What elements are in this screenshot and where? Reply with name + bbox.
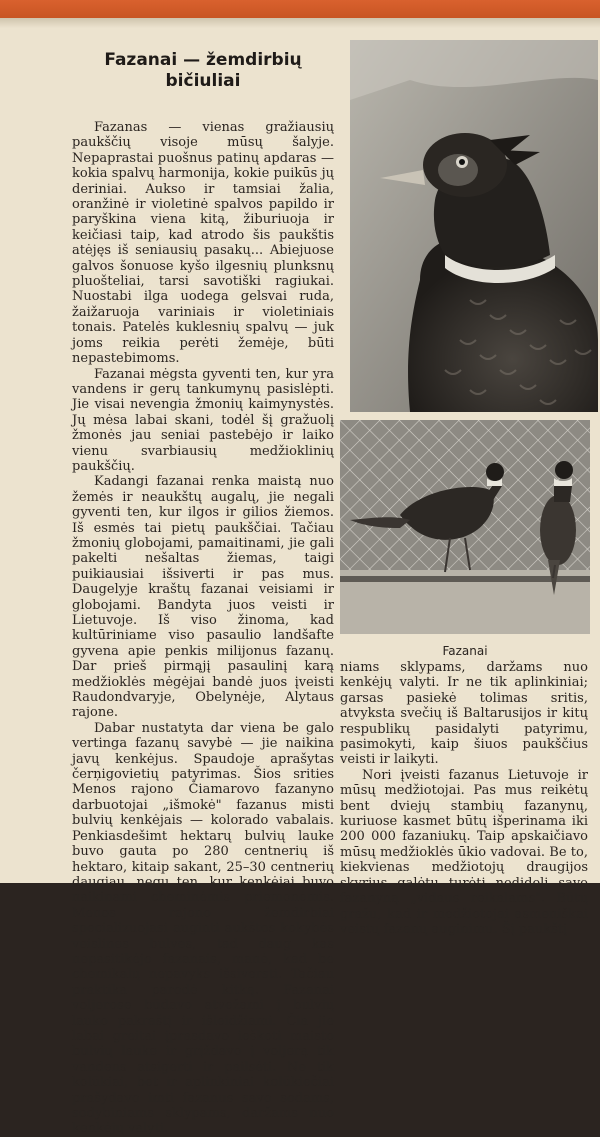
article-paragraph: Nori įveisti fazanus Lietuvoje ir mūsų medžiotojai. Pas mus reikėtų bent dviejų stambių fazanynų, kuriuose kasmet būtų išperinama iki 200 000 fazaniukų. Taip apskaičiavo mūsų medžioklės ūkio vadovai. Be to, kiekvienas medžiotojų draugijos skyrius galėtų turėti nedidelį savo fazanyną „vidaus reikalams". Būtų gražu, kad ir medžiotojai asmeniškai veistų fazanų auginimu. Šį paukštį xyxy=(340,767,588,937)
article-paragraph: Kadangi fazanai renka maistą nuo žemės ir neaukštų augalų, jie negali gyventi ten, kur ilgos ir gilios žiemos. Iš esmės tai pietų paukščiai. Tačiau žmonių globojami, pamaitinami, jie gali pakelti nešaltas žiemas, taigi puikiausiai išsiverti ir pas mus. Daugelyje kraštų fazanai veisiami ir globojami. Bandyta juos veisti ir Lietuvoje. Iš viso žinoma, kad kultūriniame viso pasaulio landšafte gyvena apie penkis milijonus fazanų. Dar prieš pirmąjį pasaulinį karą medžioklės mėgėjai bandė juos įveisti Raudondvaryje, Obelynėje, Alytaus rajone. xyxy=(72,474,334,721)
article-paragraph: Fazanas — vienas gražiausių paukščių visoje mūsų šalyje. Nepaprastai puošnus patinų apdaras — kokia spalvų harmonija, kokie puikūs jų deriniai. Aukso ir tamsiai žalia, oranžinė ir violetinė spalvos papildo ir paryškina viena kitą, žiburiuoja ir keičiasi taip, kad atrodo šis paukštis atėjęs iš seniausių pasakų... Abiejuose galvos šonuose kyšo ilgesnių plunksnų pluošteliai, tarsi savotiški ragiukai. Nuostabi ilga uodega gelsvai ruda, žaižaruoja variniais ir violetiniais tonais. Patelės kuklesnių spalvų — juk joms reikia perėti žemėje, būti nepastebimoms. xyxy=(72,120,334,367)
pheasant-portrait-photo xyxy=(350,40,598,412)
article-title: Fazanai — žemdirbių bičiuliai xyxy=(104,50,302,91)
article-column-right xyxy=(340,660,588,937)
two-pheasants-photo xyxy=(340,420,590,634)
photo-caption: Fazanai xyxy=(442,644,488,658)
article-column-left xyxy=(72,40,334,1137)
article-paragraph: niams sklypams, daržams nuo kenkėjų valyti. Ir ne tik aplinkiniai; garsas pasiekė tolimas sritis, atvyksta svečių iš Baltarusijos ir kitų respublikų pasidalyti patyrimu, pasimokyti, kaip šiuos paukščius veisti ir laikyti. xyxy=(340,660,588,768)
page-fold-shadow xyxy=(0,18,600,28)
article-paragraph: Dabar nustatyta dar viena be galo vertinga fazanų savybė — jie naikina javų kenkėjus. Spaudoje aprašytas čerņigovietių patyrimas. Šios srities Menos rajono Čiamarovo fazanyno darbuotojai „išmokė" fazanus misti bulvių kenkėjais — kolorado vabalais. Penkiasdešimt hektarų bulvių lauke buvo gauta po 280 centnerių iš hektaro, kitaip sakant, 25–30 centnerių daugiau, negu ten, kur kenkėjai buvo naikinami cheminėmis priemonėmis. Menos rajono žemdirbiai specializuojasi auginti aukštos kokybės veislines bulves, tad daug kas nepasitikėjo fazanais, manė, kad be chemikalų nepavyks išsiversti. Tačiau praktika parodė kitką. Fazanai voljerose būdavo atvežami į bulvių lauko pakraštį ir išleidžiami. Čia jie labai greitai įprasdavo ieškoti maisto bulvių lauke ir grįždavo į voljerą tik vandens atsigerti ir pailsėti. Ne tik kolūkiai, bet ir aplinkiniai kolūkiečiai prašydavo imti fazanus savo sodams, sodybiniams sklypams, daržams nuo kenkėjų valyti. xyxy=(72,720,334,1137)
cover-edge xyxy=(0,0,600,18)
article-paragraph: Fazanai mėgsta gyventi ten, kur yra vandens ir gerų tankumynų pasislėpti. Jie visai nevengia žmonių kaimynystės. Jų mėsa labai skani, todėl šį gražuolį žmonės jau seniai pastebėjo ir laiko vienu svarbiausių medžioklinių paukščių. xyxy=(72,366,334,474)
